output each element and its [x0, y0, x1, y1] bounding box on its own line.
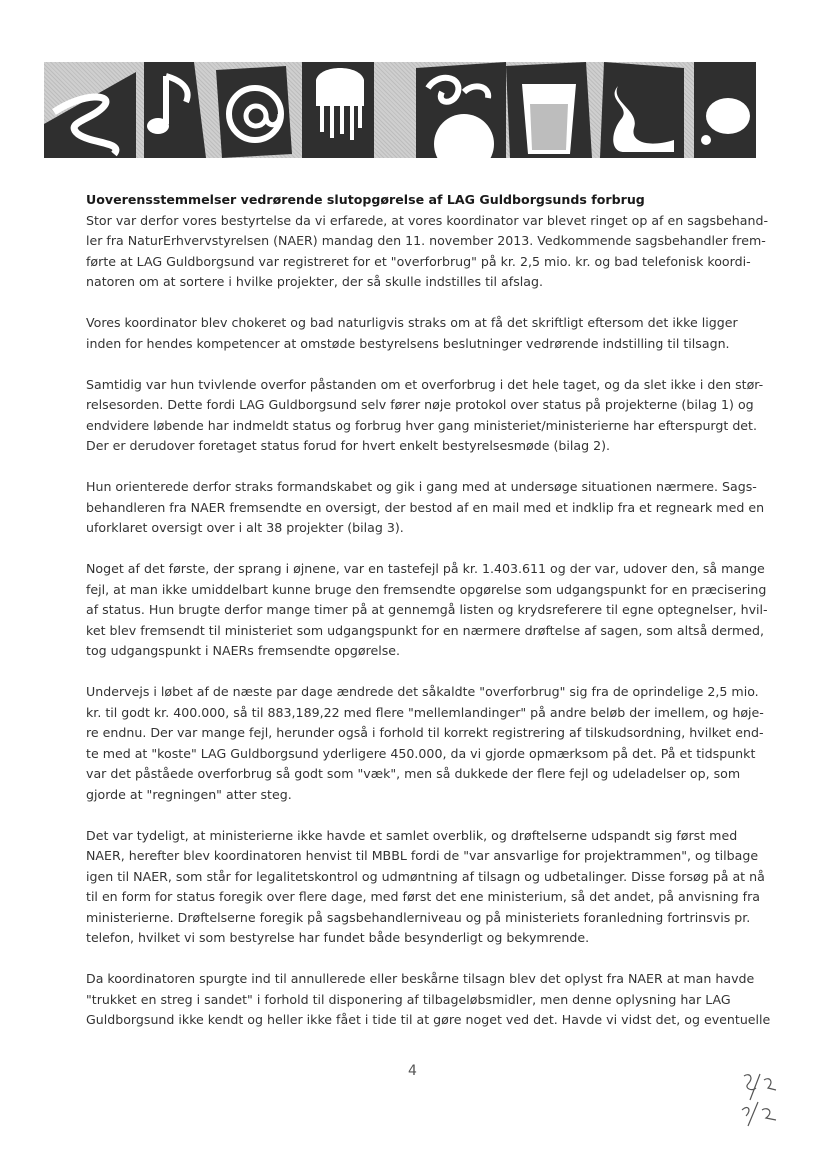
text-line: Undervejs i løbet af de næste par dage ændrede det såkaldte "overforbrug" sig fra de oprindelige 2,5 mio. — [86, 684, 759, 699]
paragraph — [86, 375, 764, 457]
text-line: te med at "koste" LAG Guldborgsund yderligere 450.000, da vi gjorde opmærksom på det. På et tidspunkt — [86, 745, 756, 761]
page-number: 4 — [408, 1063, 417, 1079]
document-body — [86, 190, 771, 1051]
paragraph — [86, 313, 738, 354]
handwritten-initials — [736, 1070, 786, 1128]
at-sign-icon — [216, 66, 292, 158]
road-icon — [44, 72, 136, 158]
text-line: Vores koordinator blev chokeret og bad naturligvis straks om at få det skriftligt eftersom det ikke ligger — [86, 315, 738, 330]
text-line: behandleren fra NAER fremsendte en oversigt, der bestod af en mail med et indklip fra et regneark med en — [86, 499, 765, 515]
text-line: tog udgangspunkt i NAERs fremsendte opgørelse. — [86, 643, 401, 658]
text-line: Hun orienterede derfor straks formandskabet og gik i gang med at undersøge situationen nærmere. Sags- — [86, 479, 757, 494]
paragraph — [86, 969, 771, 1031]
banner-illustration — [44, 62, 756, 158]
glass-of-milk-icon — [506, 62, 592, 158]
text-line: ket blev fremsendt til ministeriet som udgangspunkt for en nærmere drøftelse af sagen, som altså dermed, — [86, 622, 765, 638]
text-line: kr. til godt kr. 400.000, så til 883,189,22 med flere "mellemlandinger" på andre beløb der imellem, og høje- — [86, 704, 764, 720]
paragraph — [86, 477, 765, 539]
thought-bubble-icon — [694, 62, 756, 158]
text-line: ministerierne. Drøftelserne foregik på sagsbehandlerniveau og på ministeriets foranledning fortrinsvis pr. — [86, 909, 751, 925]
swirl-figure-icon — [416, 62, 506, 158]
header-banner — [44, 62, 756, 158]
text-line: NAER, herefter blev koordinatoren henvist til MBBL fordi de "var ansvarlige for projektrammen", og tilbage — [86, 848, 759, 863]
music-note-icon — [144, 62, 206, 158]
jellyfish-icon — [302, 62, 374, 158]
text-line: Da koordinatoren spurgte ind til annullerede eller beskårne tilsagn blev det oplyst fra NAER at man havde — [86, 971, 755, 986]
text-line: Samtidig var hun tvivlende overfor påstanden om et overforbrug i det hele taget, og da slet ikke i den stør- — [86, 376, 764, 392]
section-heading: Uoverensstemmelser vedrørende slutopgørelse af LAG Guldborgsunds forbrug — [86, 192, 645, 207]
text-line: af status. Hun brugte derfor mange timer på at gennemgå listen og krydsreferere til egne optegnelser, hvil- — [86, 602, 768, 617]
swan-icon — [600, 62, 684, 158]
paragraph — [86, 826, 765, 949]
text-line: førte at LAG Guldborgsund var registreret for et "overforbrug" på kr. 2,5 mio. kr. og bad telefonisk koordi- — [86, 253, 751, 269]
text-line: fejl, at man ikke umiddelbart kunne bruge den fremsendte opgørelse som udgangspunkt for en præcisering — [86, 581, 767, 597]
paragraph — [86, 559, 768, 662]
text-line: Stor var derfor vores bestyrtelse da vi erfarede, at vores koordinator var blevet ringet op af en sagsbehand- — [86, 212, 769, 228]
text-line: Der er derudover foretaget status forud for hvert enkelt bestyrelsesmøde (bilag 2). — [86, 438, 611, 453]
text-line: natoren om at sortere i hvilke projekter, der så skulle indstilles til afslag. — [86, 274, 543, 289]
text-line: endvidere løbende har indmeldt status og forbrug hver gang ministeriet/ministerierne har efterspurgt det. — [86, 417, 757, 433]
text-line: re endnu. Der var mange fejl, herunder også i forhold til korrekt registrering af tilskudsordning, hvilket end- — [86, 725, 764, 740]
text-line: uforklaret oversigt over i alt 38 projekter (bilag 3). — [86, 520, 404, 535]
text-line: telefon, hvilket vi som bestyrelse har fundet både besynderligt og bekymrende. — [86, 930, 590, 945]
text-line: Guldborgsund ikke kendt og heller ikke fået i tide til at gøre noget ved det. Havde vi vidst det, og eventuelle — [86, 1012, 771, 1027]
text-line: ler fra NaturErhvervstyrelsen (NAER) mandag den 11. november 2013. Vedkommende sagsbehandler frem- — [86, 233, 766, 248]
text-line: gjorde at "regningen" atter steg. — [86, 786, 292, 802]
text-line: Noget af det første, der sprang i øjnene, var en tastefejl på kr. 1.403.611 og der var, udover den, så mange — [86, 561, 765, 576]
paragraph — [86, 682, 764, 805]
text-line: relsesorden. Dette fordi LAG Guldborgsund selv fører nøje protokol over status på projekterne (bilag 1) og — [86, 397, 754, 412]
paragraph — [86, 211, 769, 293]
text-line: var det påståede overforbrug så godt som "væk", men så dukkede der flere fejl og udeladelser op, som — [86, 766, 741, 781]
text-line: til en form for status foregik over flere dage, med først det ene ministerium, så det andet, på anvisning fra — [86, 889, 761, 904]
text-line: inden for hendes kompetencer at omstøde bestyrelsens beslutninger vedrørende indstilling til tilsagn. — [86, 335, 730, 351]
text-line: Det var tydeligt, at ministerierne ikke havde et samlet overblik, og drøftelserne udspandt sig først med — [86, 827, 738, 843]
text-line: "trukket en streg i sandet" i forhold til disponering af tilbageløbsmidler, men denne oplysning har LAG — [86, 991, 731, 1007]
text-line: igen til NAER, som står for legalitetskontrol og udmøntning af tilsagn og udbetalinger. Disse forsøg på at nå — [86, 868, 765, 884]
